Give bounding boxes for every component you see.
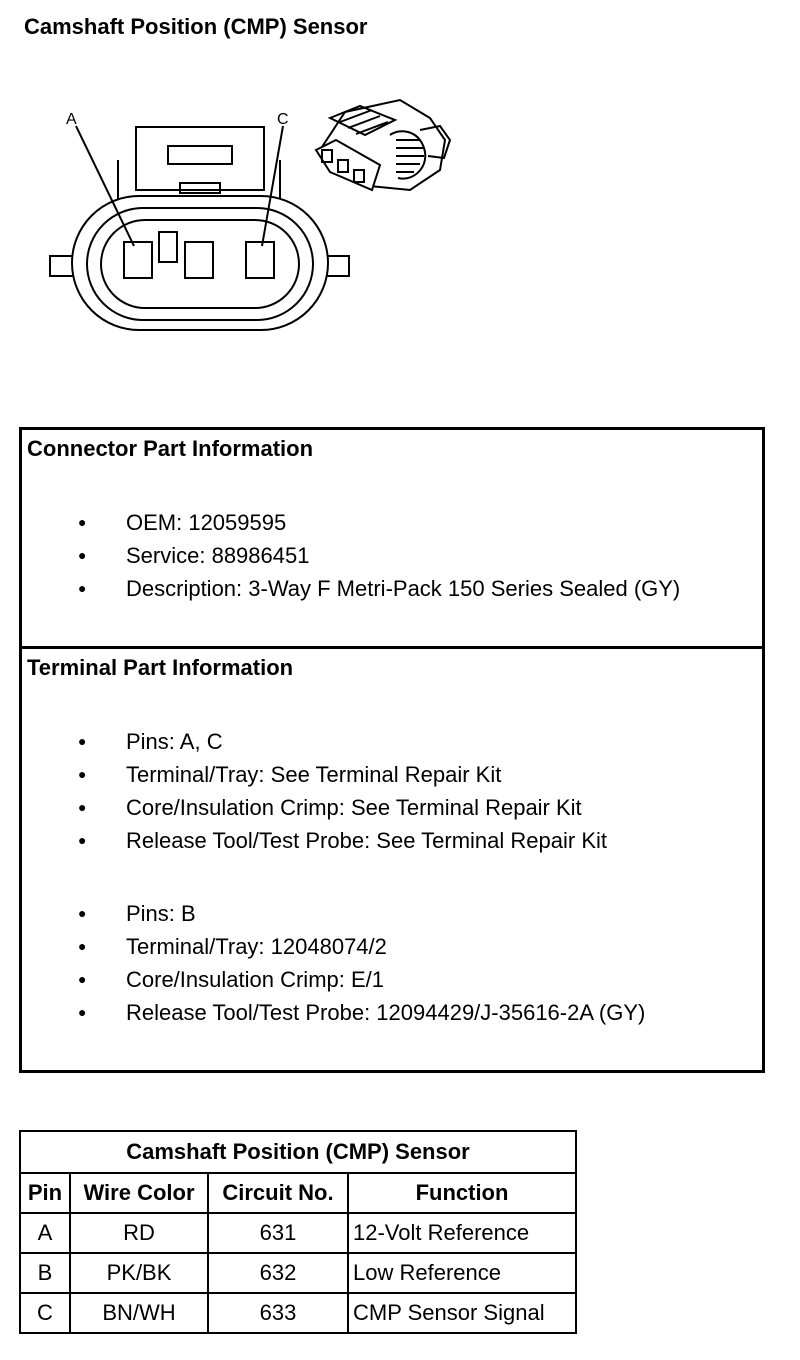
list-item: ● Pins: A, C — [22, 725, 607, 758]
connector-info-heading: Connector Part Information — [27, 436, 314, 461]
table-caption: Camshaft Position (CMP) Sensor — [20, 1131, 576, 1173]
list-item: ● Release Tool/Test Probe: See Terminal Repair Kit — [22, 824, 607, 857]
pin-cavity-b — [185, 242, 213, 278]
pinout-table — [19, 1130, 577, 1334]
table-row — [20, 1213, 576, 1253]
part-information-box — [19, 427, 765, 1073]
cell-function: CMP Sensor Signal — [348, 1293, 576, 1333]
header-circuit-no: Circuit No. — [208, 1173, 348, 1213]
pin-cavity-a — [124, 242, 152, 278]
table-row — [20, 1293, 576, 1333]
pin-cavity-c — [246, 242, 274, 278]
cell-wire-color: PK/BK — [70, 1253, 208, 1293]
terminal-info-list-pin-b — [22, 897, 645, 1029]
page-title: Camshaft Position (CMP) Sensor — [24, 14, 368, 39]
terminal-info-list-pins-a-c — [22, 725, 607, 857]
list-item: ● Core/Insulation Crimp: E/1 — [22, 963, 645, 996]
header-pin: Pin — [20, 1173, 70, 1213]
cell-function: 12-Volt Reference — [348, 1213, 576, 1253]
connector-diagram — [0, 0, 800, 400]
list-item: ● Release Tool/Test Probe: 12094429/J-35616-2A (GY) — [22, 996, 645, 1029]
connector-key — [159, 232, 177, 262]
cell-wire-color: BN/WH — [70, 1293, 208, 1333]
connector-info-list — [22, 506, 680, 605]
list-item: ● Pins: B — [22, 897, 645, 930]
cell-circuit: 633 — [208, 1293, 348, 1333]
pin-label-a: A — [66, 111, 77, 128]
cell-pin: A — [20, 1213, 70, 1253]
table-row — [20, 1253, 576, 1293]
list-item: ● Terminal/Tray: 12048074/2 — [22, 930, 645, 963]
list-item: ● Terminal/Tray: See Terminal Repair Kit — [22, 758, 607, 791]
cell-circuit: 631 — [208, 1213, 348, 1253]
cell-function: Low Reference — [348, 1253, 576, 1293]
list-item: ● Description: 3-Way F Metri-Pack 150 Series Sealed (GY) — [22, 572, 680, 605]
connector-latch — [136, 127, 264, 190]
header-function: Function — [348, 1173, 576, 1213]
connector-part-info — [22, 430, 762, 649]
header-wire-color: Wire Color — [70, 1173, 208, 1213]
list-item: ● Service: 88986451 — [22, 539, 680, 572]
cell-pin: C — [20, 1293, 70, 1333]
list-item: ● OEM: 12059595 — [22, 506, 680, 539]
latch-window — [168, 146, 232, 164]
pin-label-c: C — [277, 111, 289, 128]
terminal-info-heading: Terminal Part Information — [27, 655, 294, 680]
cell-circuit: 632 — [208, 1253, 348, 1293]
cell-pin: B — [20, 1253, 70, 1293]
terminal-part-info — [22, 649, 762, 1070]
cell-wire-color: RD — [70, 1213, 208, 1253]
list-item: ● Core/Insulation Crimp: See Terminal Repair Kit — [22, 791, 607, 824]
connector-3d-view — [316, 100, 450, 190]
